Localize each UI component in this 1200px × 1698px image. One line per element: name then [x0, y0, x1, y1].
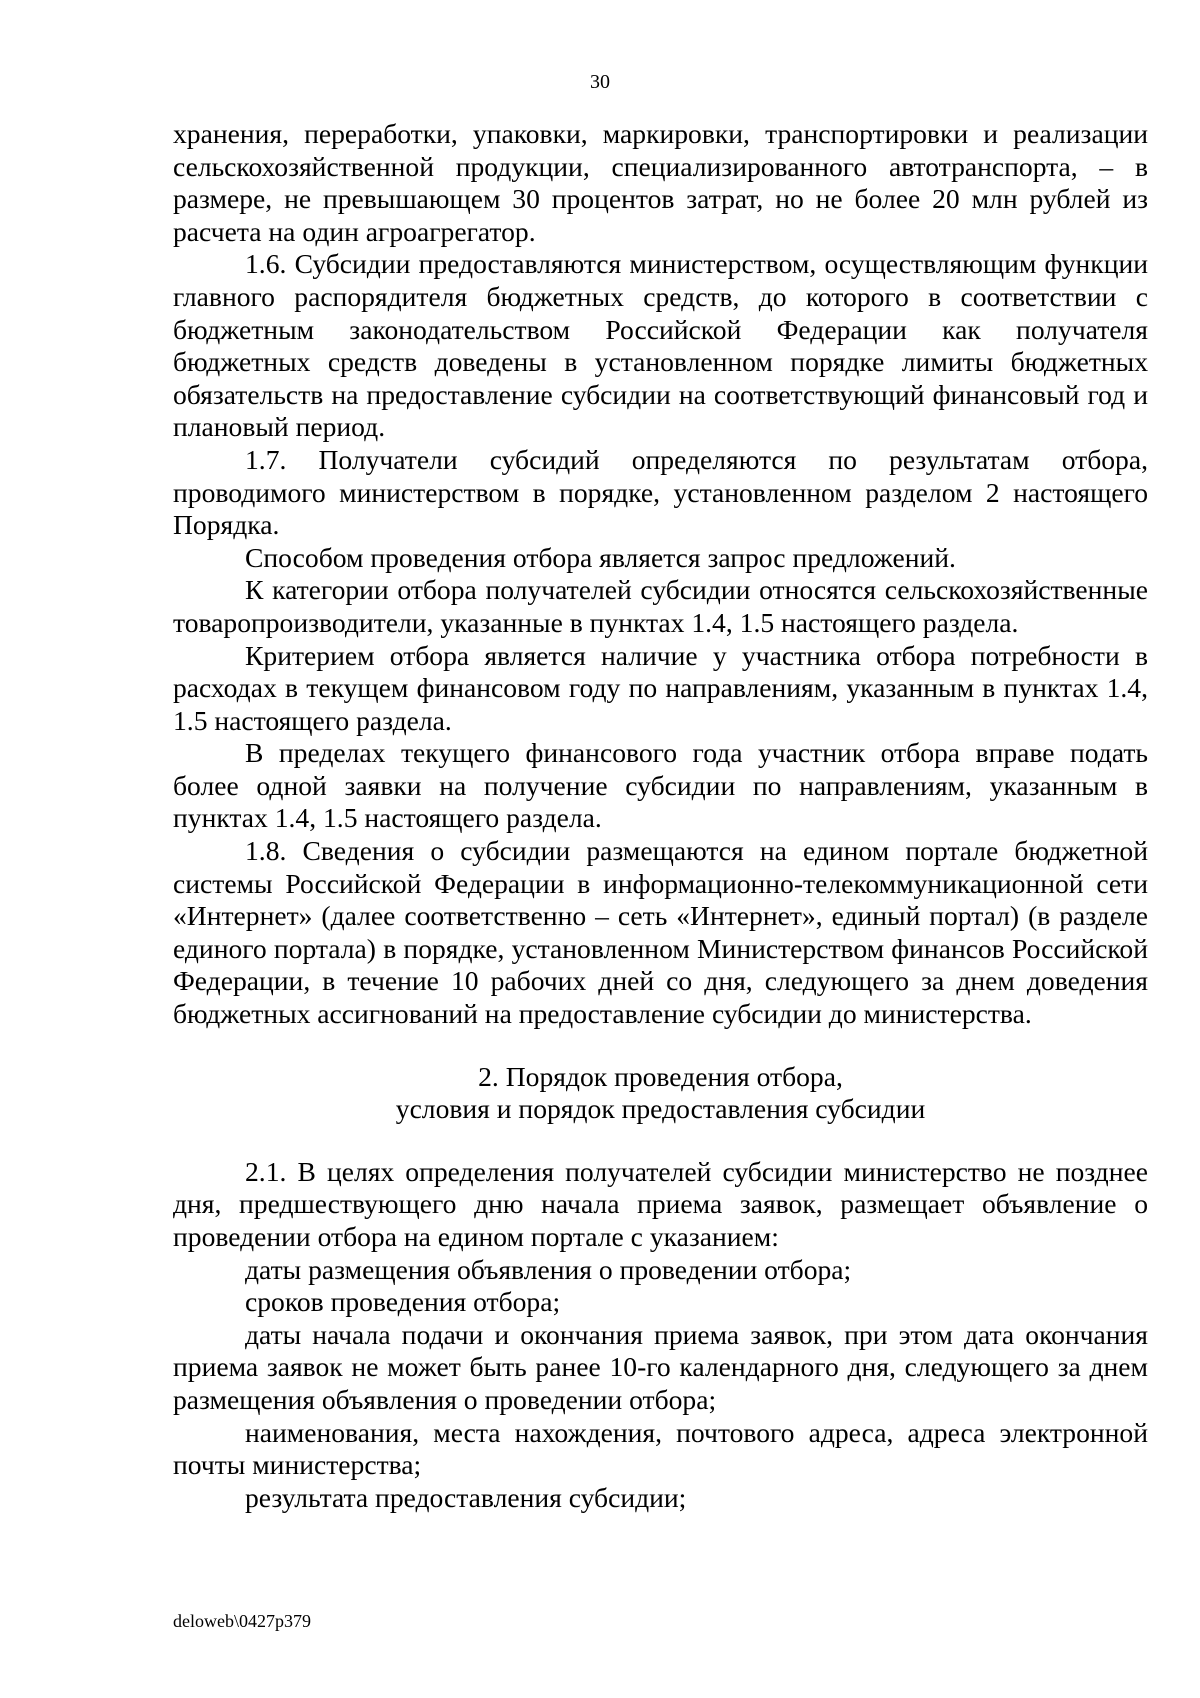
- paragraph: 1.7. Получатели субсидий определяются по результатам отбора, проводимого министерством в порядке, установленном разделом 2 настоящего Порядка.: [173, 443, 1148, 541]
- document-body: [173, 118, 1148, 1514]
- paragraph: Критерием отбора является наличие у участника отбора потребности в расходах в текущем финансовом году по направлениям, указанным в пунктах 1.4, 1.5 настоящего раздела.: [173, 639, 1148, 736]
- document-footer-id: deloweb\0427p379: [173, 1611, 311, 1631]
- paragraph: 1.6. Субсидии предоставляются министерством, осуществляющим функции главного распорядителя бюджетных средств, до которого в соответствии с бюджетным законодательством Российской Федерации как получателя бюджетных средств доведены в установленном порядке лимиты бюджетных обязательств на предоставление субсидии на соответствующий финансовый год и плановый период.: [173, 248, 1148, 443]
- paragraph: К категории отбора получателей субсидии относятся сельскохозяйственные товаропроизводители, указанные в пунктах 1.4, 1.5 настоящего раздела.: [173, 574, 1148, 638]
- paragraphs-bottom: [173, 1156, 1148, 1515]
- page-number: 30: [590, 71, 610, 93]
- paragraph: Способом проведения отбора является запрос предложений.: [245, 541, 956, 573]
- paragraph: даты размещения объявления о проведении отбора;: [245, 1253, 852, 1285]
- paragraph: 1.8. Сведения о субсидии размещаются на едином портале бюджетной системы Российской Федерации в информационно-телекоммуникационной сети «Интернет» (далее соответственно – сеть «Интернет», единый портал) (в разделе единого портала) в порядке, установленном Министерством финансов Российской Федерации, в течение 10 рабочих дней со дня, следующего за днем доведения бюджетных ассигнований на предоставление субсидии до министерства.: [173, 835, 1148, 1030]
- section-heading: [173, 1061, 1148, 1126]
- section-heading-line2: условия и порядок предоставления субсидии: [395, 1093, 926, 1125]
- paragraph: 2.1. В целях определения получателей субсидии министерство не позднее дня, предшествующего дню начала приема заявок, размещает объявление о проведении отбора на едином портале с указанием:: [173, 1155, 1148, 1252]
- paragraph: наименования, места нахождения, почтового адреса, адреса электронной почты министерства;: [173, 1416, 1148, 1481]
- paragraphs-top: [173, 118, 1148, 1031]
- paragraph: даты начала подачи и окончания приема заявок, при этом дата окончания приема заявок не может быть ранее 10-го календарного дня, следующего за днем размещения объявления о проведении отбора;: [173, 1318, 1148, 1415]
- paragraph: сроков проведения отбора;: [245, 1286, 561, 1318]
- paragraph: хранения, переработки, упаковки, маркировки, транспортировки и реализации сельскохозяйственной продукции, специализированного автотранспорта, – в размере, не превышающем 30 процентов затрат, но не более 20 млн рублей из расчета на один агроагрегатор.: [173, 118, 1148, 247]
- paragraph: В пределах текущего финансового года участник отбора вправе подать более одной заявки на получение субсидии по направлениям, указанным в пунктах 1.4, 1.5 настоящего раздела.: [173, 737, 1148, 834]
- paragraph: результата предоставления субсидии;: [245, 1481, 687, 1513]
- section-heading-line1: 2. Порядок проведения отбора,: [478, 1060, 843, 1092]
